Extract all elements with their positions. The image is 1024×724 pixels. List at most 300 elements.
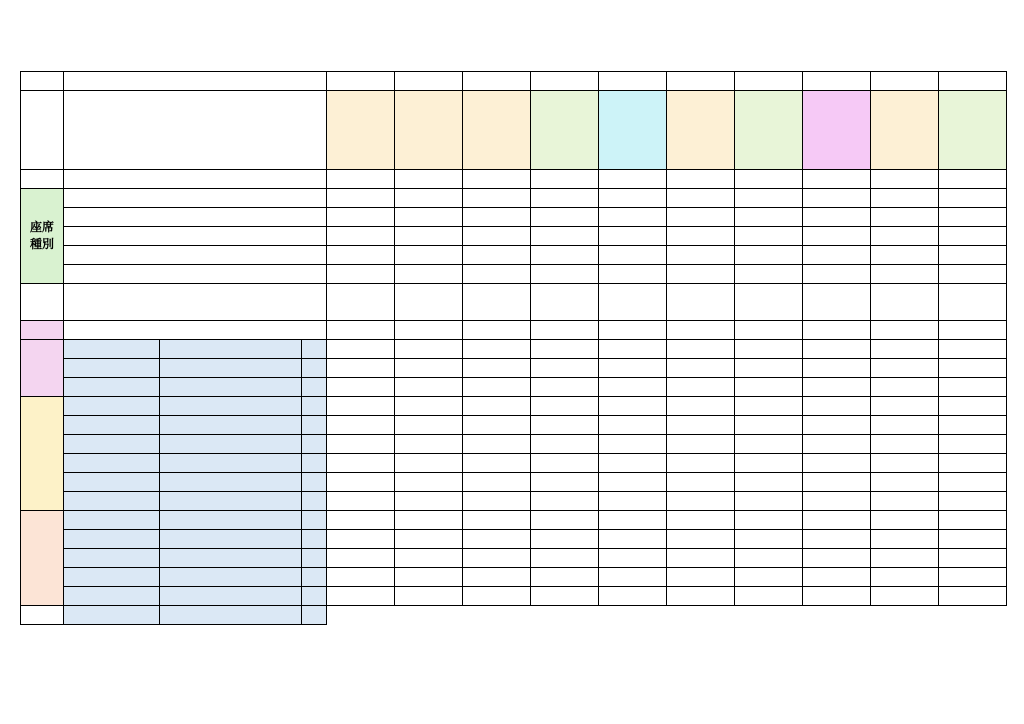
car-type xyxy=(667,170,735,189)
time-cell xyxy=(871,378,939,397)
time-cell xyxy=(939,435,1007,454)
seat-availability xyxy=(803,189,871,208)
seat-group-text: 種別 xyxy=(29,237,54,251)
time-cell xyxy=(599,416,667,435)
time-cell xyxy=(667,530,735,549)
train-name xyxy=(735,91,803,170)
station-kana xyxy=(160,473,302,492)
arr-dep-marker xyxy=(302,492,327,511)
timetable xyxy=(20,71,1007,625)
platform-number xyxy=(803,321,871,340)
seat-availability xyxy=(735,227,803,246)
time-cell xyxy=(327,492,395,511)
time-cell xyxy=(939,587,1007,606)
time-cell xyxy=(531,454,599,473)
time-cell xyxy=(803,435,871,454)
seat-availability xyxy=(871,208,939,227)
train-name xyxy=(531,91,599,170)
station-name xyxy=(64,359,160,378)
station-name xyxy=(64,549,160,568)
station-kana xyxy=(160,416,302,435)
time-cell xyxy=(667,473,735,492)
train-name-label xyxy=(64,91,327,170)
platform-number xyxy=(735,321,803,340)
time-cell xyxy=(531,549,599,568)
seat-availability xyxy=(599,208,667,227)
arr-dep-marker xyxy=(302,473,327,492)
time-cell xyxy=(395,416,463,435)
car-type xyxy=(327,170,395,189)
table-row xyxy=(21,378,1007,397)
line-group-label xyxy=(21,511,64,606)
seat-availability xyxy=(803,246,871,265)
station-name xyxy=(64,378,160,397)
time-cell xyxy=(803,568,871,587)
time-cell xyxy=(735,587,803,606)
seat-availability xyxy=(871,246,939,265)
time-cell xyxy=(939,397,1007,416)
station-name xyxy=(64,587,160,606)
arr-dep-marker xyxy=(302,378,327,397)
seat-type-label xyxy=(64,189,327,208)
seat-availability xyxy=(327,227,395,246)
arr-dep-marker xyxy=(302,340,327,359)
seat-availability xyxy=(803,265,871,284)
origin-label xyxy=(64,284,327,321)
table-row xyxy=(21,208,1007,227)
time-cell xyxy=(599,511,667,530)
seat-availability xyxy=(735,246,803,265)
platform-number xyxy=(599,321,667,340)
train-no xyxy=(735,72,803,91)
time-cell xyxy=(395,587,463,606)
seat-group-text: 座席 xyxy=(29,220,54,234)
station-name xyxy=(64,416,160,435)
seat-availability xyxy=(939,208,1007,227)
seat-type-label xyxy=(64,227,327,246)
time-cell xyxy=(735,473,803,492)
time-cell xyxy=(599,473,667,492)
origin-cell xyxy=(735,284,803,321)
train-no xyxy=(531,72,599,91)
blank-cell xyxy=(21,170,64,189)
car-type xyxy=(735,170,803,189)
time-cell xyxy=(599,378,667,397)
platform-number xyxy=(667,321,735,340)
time-cell xyxy=(803,397,871,416)
train-no xyxy=(939,72,1007,91)
time-cell xyxy=(327,435,395,454)
time-cell xyxy=(803,340,871,359)
seat-group-label xyxy=(21,189,64,284)
time-cell xyxy=(463,587,531,606)
time-cell xyxy=(327,378,395,397)
time-cell xyxy=(463,511,531,530)
origin-cell xyxy=(939,284,1007,321)
time-cell xyxy=(463,473,531,492)
platform-number xyxy=(531,321,599,340)
platform-number xyxy=(463,321,531,340)
time-cell xyxy=(463,549,531,568)
time-cell xyxy=(939,359,1007,378)
time-cell xyxy=(463,530,531,549)
arr-dep-marker xyxy=(302,359,327,378)
time-cell xyxy=(871,473,939,492)
time-cell xyxy=(803,454,871,473)
table-row xyxy=(21,227,1007,246)
seat-type-label xyxy=(64,265,327,284)
seat-availability xyxy=(871,265,939,284)
time-cell xyxy=(327,416,395,435)
train-name xyxy=(803,91,871,170)
car-type xyxy=(939,170,1007,189)
table-row xyxy=(21,587,1007,606)
table-row xyxy=(21,492,1007,511)
seat-availability xyxy=(463,227,531,246)
seat-availability xyxy=(327,246,395,265)
seat-availability xyxy=(531,246,599,265)
time-cell xyxy=(735,454,803,473)
line-group-label xyxy=(21,397,64,511)
time-cell xyxy=(803,511,871,530)
origin-cell xyxy=(599,284,667,321)
arr-dep-marker xyxy=(302,435,327,454)
seat-availability xyxy=(871,189,939,208)
time-cell xyxy=(327,340,395,359)
time-cell xyxy=(395,568,463,587)
time-cell xyxy=(871,568,939,587)
seat-availability xyxy=(735,208,803,227)
time-cell xyxy=(939,492,1007,511)
time-cell xyxy=(939,511,1007,530)
train-no xyxy=(463,72,531,91)
time-cell xyxy=(463,359,531,378)
time-cell xyxy=(803,587,871,606)
time-cell xyxy=(599,359,667,378)
seat-availability xyxy=(599,265,667,284)
seat-type-label xyxy=(64,246,327,265)
time-cell xyxy=(531,416,599,435)
station-kana xyxy=(160,435,302,454)
time-cell xyxy=(327,359,395,378)
arr-dep-marker xyxy=(302,397,327,416)
time-cell xyxy=(531,587,599,606)
seat-availability xyxy=(871,227,939,246)
time-cell xyxy=(939,416,1007,435)
seat-availability xyxy=(395,189,463,208)
train-no xyxy=(395,72,463,91)
station-kana xyxy=(160,454,302,473)
time-cell xyxy=(871,530,939,549)
station-name xyxy=(64,530,160,549)
seat-availability xyxy=(531,227,599,246)
table-row xyxy=(21,473,1007,492)
time-cell xyxy=(463,378,531,397)
car-type-label xyxy=(64,170,327,189)
train-no xyxy=(327,72,395,91)
time-cell xyxy=(531,359,599,378)
seat-availability xyxy=(531,189,599,208)
table-row xyxy=(21,416,1007,435)
time-cell xyxy=(327,473,395,492)
origin-cell xyxy=(463,284,531,321)
table-row xyxy=(21,397,1007,416)
station-name xyxy=(64,492,160,511)
seat-availability xyxy=(803,208,871,227)
table-row xyxy=(21,265,1007,284)
time-cell xyxy=(939,530,1007,549)
time-cell xyxy=(803,359,871,378)
time-cell xyxy=(735,511,803,530)
time-cell xyxy=(735,416,803,435)
car-type xyxy=(531,170,599,189)
time-cell xyxy=(463,340,531,359)
time-cell xyxy=(327,397,395,416)
time-cell xyxy=(395,549,463,568)
train-name xyxy=(939,91,1007,170)
time-cell xyxy=(667,435,735,454)
table-row xyxy=(21,549,1007,568)
time-cell xyxy=(871,549,939,568)
car-type xyxy=(395,170,463,189)
time-cell xyxy=(667,492,735,511)
time-cell xyxy=(735,397,803,416)
time-cell xyxy=(735,340,803,359)
train-no-label xyxy=(64,72,327,91)
time-cell xyxy=(395,340,463,359)
time-cell xyxy=(599,435,667,454)
time-cell xyxy=(599,568,667,587)
station-name xyxy=(64,454,160,473)
origin-cell xyxy=(531,284,599,321)
time-cell xyxy=(531,473,599,492)
train-name xyxy=(871,91,939,170)
seat-availability xyxy=(327,208,395,227)
time-cell xyxy=(327,511,395,530)
time-cell xyxy=(735,359,803,378)
time-cell xyxy=(463,454,531,473)
time-cell xyxy=(531,530,599,549)
seat-availability xyxy=(599,246,667,265)
table-row xyxy=(21,606,1007,625)
seat-availability xyxy=(395,208,463,227)
time-cell xyxy=(871,511,939,530)
time-cell xyxy=(871,359,939,378)
time-cell xyxy=(531,492,599,511)
seat-availability xyxy=(463,208,531,227)
car-type xyxy=(599,170,667,189)
time-cell xyxy=(939,340,1007,359)
arr-dep-marker xyxy=(302,606,327,625)
time-cell xyxy=(871,587,939,606)
seat-availability xyxy=(531,265,599,284)
seat-availability xyxy=(463,265,531,284)
time-cell xyxy=(395,454,463,473)
station-name xyxy=(64,340,160,359)
seat-availability xyxy=(395,246,463,265)
seat-type-label xyxy=(64,208,327,227)
time-cell xyxy=(531,340,599,359)
table-row xyxy=(21,530,1007,549)
train-no xyxy=(803,72,871,91)
time-cell xyxy=(395,530,463,549)
station-name xyxy=(64,606,160,625)
time-cell xyxy=(803,530,871,549)
arr-dep-marker xyxy=(302,511,327,530)
train-name xyxy=(667,91,735,170)
blank-cell xyxy=(21,321,64,340)
seat-availability xyxy=(803,227,871,246)
time-cell xyxy=(599,587,667,606)
time-cell xyxy=(735,530,803,549)
time-cell xyxy=(395,397,463,416)
time-cell xyxy=(327,530,395,549)
time-cell xyxy=(667,568,735,587)
train-name xyxy=(327,91,395,170)
arr-dep-marker xyxy=(302,549,327,568)
origin-cell xyxy=(803,284,871,321)
time-cell xyxy=(599,454,667,473)
time-cell xyxy=(463,435,531,454)
time-cell xyxy=(667,454,735,473)
time-cell xyxy=(667,378,735,397)
table-row xyxy=(21,170,1007,189)
train-name xyxy=(395,91,463,170)
table-row xyxy=(21,340,1007,359)
time-cell xyxy=(667,587,735,606)
seat-availability xyxy=(599,189,667,208)
time-cell xyxy=(667,416,735,435)
seat-availability xyxy=(463,189,531,208)
table-row xyxy=(21,246,1007,265)
station-kana xyxy=(160,530,302,549)
arr-dep-marker xyxy=(302,568,327,587)
time-cell xyxy=(599,340,667,359)
train-name xyxy=(463,91,531,170)
station-kana xyxy=(160,492,302,511)
car-type xyxy=(803,170,871,189)
arr-dep-marker xyxy=(302,416,327,435)
table-row xyxy=(21,359,1007,378)
seat-availability xyxy=(939,227,1007,246)
seat-availability xyxy=(939,265,1007,284)
time-cell xyxy=(667,397,735,416)
time-cell xyxy=(599,530,667,549)
time-cell xyxy=(735,568,803,587)
seat-availability xyxy=(939,246,1007,265)
station-name xyxy=(64,435,160,454)
platform-label xyxy=(64,321,327,340)
table-row xyxy=(21,435,1007,454)
time-cell xyxy=(667,340,735,359)
station-kana xyxy=(160,359,302,378)
time-cell xyxy=(939,454,1007,473)
time-cell xyxy=(599,397,667,416)
station-name xyxy=(64,397,160,416)
station-kana xyxy=(160,549,302,568)
table-row xyxy=(21,568,1007,587)
seat-availability xyxy=(667,208,735,227)
station-kana xyxy=(160,378,302,397)
station-kana xyxy=(160,606,302,625)
time-cell xyxy=(395,435,463,454)
station-kana xyxy=(160,397,302,416)
origin-cell xyxy=(327,284,395,321)
station-kana xyxy=(160,511,302,530)
time-cell xyxy=(327,568,395,587)
time-cell xyxy=(939,568,1007,587)
seat-availability xyxy=(327,265,395,284)
time-cell xyxy=(531,568,599,587)
car-type xyxy=(871,170,939,189)
corner-cell xyxy=(21,72,64,91)
time-cell xyxy=(803,416,871,435)
station-kana xyxy=(160,340,302,359)
station-name xyxy=(64,473,160,492)
time-cell xyxy=(327,454,395,473)
station-kana xyxy=(160,587,302,606)
time-cell xyxy=(667,549,735,568)
seat-availability xyxy=(327,189,395,208)
time-cell xyxy=(735,378,803,397)
time-cell xyxy=(327,549,395,568)
time-cell xyxy=(939,378,1007,397)
station-name xyxy=(64,568,160,587)
time-cell xyxy=(939,549,1007,568)
time-cell xyxy=(395,492,463,511)
train-no xyxy=(599,72,667,91)
time-cell xyxy=(803,378,871,397)
arr-dep-marker xyxy=(302,587,327,606)
origin-cell xyxy=(871,284,939,321)
time-cell xyxy=(871,340,939,359)
seat-availability xyxy=(939,189,1007,208)
table-row xyxy=(21,454,1007,473)
blank-cell xyxy=(21,284,64,321)
blank-cell xyxy=(21,91,64,170)
train-no xyxy=(871,72,939,91)
time-cell xyxy=(463,397,531,416)
seat-availability xyxy=(395,265,463,284)
platform-number xyxy=(871,321,939,340)
time-cell xyxy=(803,549,871,568)
time-cell xyxy=(531,511,599,530)
platform-number xyxy=(327,321,395,340)
time-cell xyxy=(463,492,531,511)
line-group-label xyxy=(21,340,64,397)
time-cell xyxy=(531,397,599,416)
time-cell xyxy=(667,359,735,378)
table-row xyxy=(21,91,1007,170)
platform-number xyxy=(939,321,1007,340)
arr-dep-marker xyxy=(302,530,327,549)
time-cell xyxy=(871,454,939,473)
train-name xyxy=(599,91,667,170)
seat-availability xyxy=(667,227,735,246)
time-cell xyxy=(939,473,1007,492)
station-name xyxy=(64,511,160,530)
time-cell xyxy=(667,511,735,530)
seat-availability xyxy=(599,227,667,246)
time-cell xyxy=(531,378,599,397)
origin-cell xyxy=(395,284,463,321)
time-cell xyxy=(871,397,939,416)
time-cell xyxy=(803,473,871,492)
time-cell xyxy=(395,511,463,530)
origin-cell xyxy=(667,284,735,321)
time-cell xyxy=(463,568,531,587)
platform-number xyxy=(395,321,463,340)
